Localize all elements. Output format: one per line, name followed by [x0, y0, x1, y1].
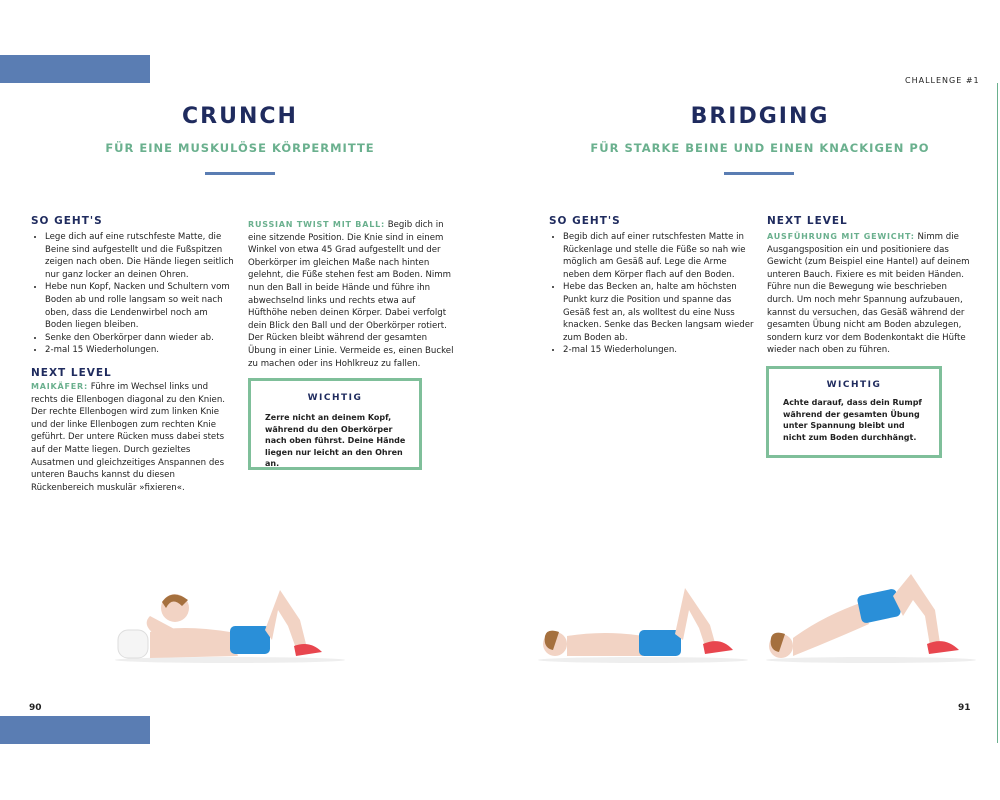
page-number-left: 90 — [29, 703, 42, 713]
torso — [793, 602, 869, 656]
page-number-right: 91 — [958, 703, 971, 713]
list-item: • Senke den Oberkörper dann wieder ab. — [45, 332, 237, 345]
shoe — [294, 644, 322, 656]
russian-twist-lead: RUSSIAN TWIST MIT BALL: — [248, 220, 385, 229]
shoe — [927, 641, 959, 654]
crunch-illustration — [110, 580, 350, 670]
challenge-label: CHALLENGE #1 — [905, 76, 980, 85]
bridging-wichtig-box — [766, 366, 942, 458]
ausfuehrung-lead: AUSFÜHRUNG MIT GEWICHT: — [767, 232, 915, 241]
maikaefer-body: Führe im Wechsel links und rechts die Ellenbogen diagonal zu den Knien. Der rechte Ellenbogen wird zum linken Knie und der linke Ellenbogen zum rechten Knie geführt. Der untere Rücken muss dabei stets auf der Matte liegen. Durch gezieltes Ausatmen und gleichzeitiges Anspannen des unteren Bauchs kannst du diesen Rückenbereich muskulär »fixieren«. — [31, 382, 226, 493]
bridging-so-gehts-list — [549, 231, 755, 357]
crunch-wichtig-title: WICHTIG — [307, 393, 363, 403]
bridging-so-gehts-title: SO GEHT'S — [549, 215, 621, 227]
shorts — [857, 588, 902, 624]
shorts — [639, 630, 681, 656]
shorts — [230, 626, 270, 654]
top-left-blue-bar — [0, 55, 150, 83]
maikaefer-lead: MAIKÄFER: — [31, 382, 89, 391]
torso — [567, 633, 643, 656]
right-edge-line — [997, 83, 998, 743]
list-item: • Hebe das Becken an, halte am höchsten Punkt kurz die Position und spanne das Gesäß fest an, als wolltest du eine Nuss knacken. Senke das Becken langsam wieder zum Boden ab. — [563, 281, 755, 344]
crunch-subtitle: FÜR EINE MUSKULÖSE KÖRPERMITTE — [105, 141, 375, 155]
bottom-left-blue-bar — [0, 716, 150, 744]
list-item: • Lege dich auf eine rutschfeste Matte, die Beine sind aufgestellt und die Fußspitzen zeigen nach oben. Die Hände liegen seitlich nur ganz locker an deinen Ohren. — [45, 231, 237, 281]
crunch-wichtig-box — [248, 378, 422, 470]
bridging-wichtig-title: WICHTIG — [826, 380, 882, 390]
ausfuehrung-body: Nimm die Ausgangsposition ein und positioniere das Gewicht (zum Beispiel eine Hantel) auf deinem unteren Bauch. Fixiere es mit beiden Händen. Führe nun die Bewegung wie beschrieben durch. Um noch mehr Spannung aufzubauen, kannst du versuchen, das Gesäß während der gesamten Übung nicht am Boden abzulegen, sondern kurz vor dem Bodenkontakt die Hüfte wieder nach oben zu führen. — [767, 232, 970, 356]
bridging-ausfuehrung-text — [767, 231, 973, 357]
crunch-so-gehts-list — [31, 231, 237, 357]
list-item: • 2-mal 15 Wiederholungen. — [563, 344, 755, 357]
crunch-wichtig-text: Zerre nicht an deinem Kopf, während du den Oberkörper nach oben führst. Deine Hände liegen nur leicht an den Ohren an. — [265, 413, 406, 468]
bridging-start-illustration — [535, 580, 750, 670]
shadow — [115, 657, 345, 663]
list-item: • Begib dich auf einer rutschfesten Matte in Rückenlage und stelle die Füße so nah wie möglich am Gesäß auf. Lege die Arme neben dem Körper flach auf den Boden. — [563, 231, 755, 281]
shadow — [538, 657, 748, 663]
bridging-raised-illustration — [763, 570, 978, 670]
crunch-next-level-title: NEXT LEVEL — [31, 367, 112, 379]
shoe — [703, 641, 733, 654]
russian-twist-body-2: Der Rücken bleibt während der gesamten Übung in einer Linie. Vermeide es, einen Buckel zu machen oder ins Hohlkreuz zu fallen. — [248, 333, 454, 369]
bridging-wichtig-text: Achte darauf, dass dein Rumpf während der gesamten Übung unter Spannung bleibt und nicht zum Boden durchhängt. — [783, 398, 922, 442]
pillow — [118, 630, 148, 658]
list-item: • 2-mal 15 Wiederholungen. — [45, 344, 237, 357]
shadow — [766, 657, 976, 663]
bridging-title-underline — [724, 172, 794, 175]
list-item: • Hebe nun Kopf, Nacken und Schultern vom Boden ab und rolle langsam so weit nach oben, dass die Lendenwirbel noch am Boden liegen bleiben. — [45, 281, 237, 331]
crunch-maikaefer-text — [31, 381, 236, 494]
crunch-title: CRUNCH — [182, 104, 298, 129]
crunch-title-underline — [205, 172, 275, 175]
bridging-title: BRIDGING — [690, 104, 830, 129]
russian-twist-body: Begib dich in eine sitzende Position. Die Knie sind in einem Winkel von etwa 45 Grad aufgestellt und der Oberkörper im gleichen Maße nach hinten gelehnt, die Füße stehen fest am Boden. Nimm nun den Ball in beide Hände und führe ihn abwechselnd links und rechts etwa auf Hüfthöhe neben deinen Körper. Dabei verfolgt dein Blick den Ball und der Oberkörper rotiert. — [248, 220, 452, 331]
bridging-next-level-title: NEXT LEVEL — [767, 215, 848, 227]
bridging-subtitle: FÜR STARKE BEINE UND EINEN KNACKIGEN PO — [590, 141, 930, 155]
crunch-russian-twist-text — [248, 219, 454, 370]
crunch-so-gehts-title: SO GEHT'S — [31, 215, 103, 227]
